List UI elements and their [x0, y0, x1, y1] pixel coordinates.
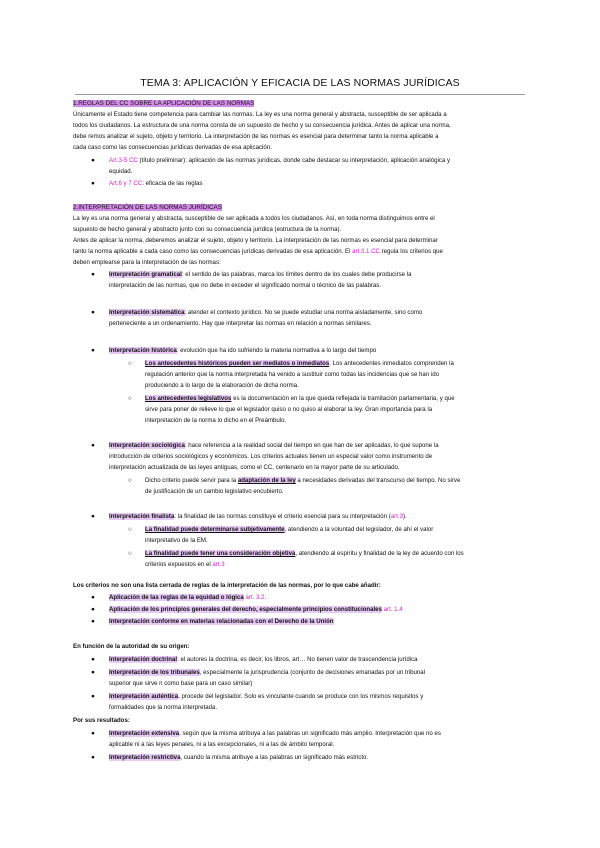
- sub-item-cont: criterios expuestos en el art.3: [145, 561, 225, 568]
- sub-item-cont: de justificación de un cambio legislativo encubierto.: [145, 488, 284, 495]
- criterio-item: Aplicación de las reglas de la equidad o lógica art. 3.2.: [109, 594, 267, 601]
- section-2-line: supuesto de hecho general y abstracto junto con su consecuencia jurídica (estructura de la norma).: [73, 226, 342, 233]
- bullet-icon: ●: [91, 157, 95, 164]
- item-historica: Interpretación histórica: evolución que ha ido sufriendo la materia normativa a lo largo del tiempo: [109, 347, 377, 354]
- bullet-icon: ●: [91, 754, 95, 761]
- sub-item: Los antecedentes legislativos es la documentación en la que queda reflejada la tramitación parlamentaria, y que: [145, 395, 455, 402]
- section-1-line: debe remos analizar el sujeto, objeto y territorio. La interpretación de las normas es esencial para determinar tanto la norma aplicable a: [73, 133, 439, 140]
- item-sociologica: Interpretación sociológica: hace referencia a la realidad social del tiempo en que han de ser aplicadas, lo que supone la: [109, 442, 439, 449]
- sub-bullet-icon: ○: [128, 526, 132, 533]
- item-gramatical-cont: interpretación de las normas, que no debe in exceder el significado normal o técnico de las palabras.: [109, 282, 382, 289]
- bullet-icon: ●: [91, 347, 95, 354]
- item-gramatical: Interpretación gramatical: el sentido de las palabras, marca los límites dentro de los cuales debe producirse la: [109, 271, 412, 278]
- item-sistematica: Interpretación sistemática: atender el contexto jurídico. No se puede estudiar una norma aisladamente, sino como: [109, 309, 423, 316]
- bullet-icon: ●: [91, 594, 95, 601]
- section-2-line: Antes de aplicar la norma, deberemos analizar el sujeto, objeto y territorio. La interpretación de las normas es esencial para determinar: [73, 237, 438, 244]
- bullet-icon: ●: [91, 309, 95, 316]
- sub-item-cont: produciendo a lo largo de la elaboración de dicha norma.: [145, 382, 299, 389]
- item-sistematica-cont: perteneciente a un ordenamiento. Hay que interpretar las normas en relación a normas similares.: [109, 320, 372, 327]
- criterios-heading: Los criterios no son una lista cerrada de reglas de la interpretación de las normas, por lo que cabe añadir:: [73, 582, 381, 589]
- resultados-item: Interpretación restrictiva, cuando la misma atribuye a las palabras un significado más estricto.: [109, 754, 369, 761]
- autoridad-item: Interpretación de los tribunales, especialmente la jurisprudencia (conjunto de decisiones emanadas por un tribunal: [109, 669, 426, 676]
- section-2-heading: 2.INTERPRETACIÓN DE LAS NORMAS JURÍDICAS: [73, 204, 222, 211]
- section-2-line: La ley es una norma general y abstracta, susceptible de ser aplicada a todos los ciudadanos. Así, en toda norma distinguimos entre el: [73, 215, 435, 222]
- list-item: Art.6 y 7 CC: eficacia de las reglas: [109, 180, 203, 187]
- bullet-icon: ●: [91, 669, 95, 676]
- section-1-line: cada caso como las consecuencias jurídicas derivadas de esa aplicación.: [73, 144, 272, 151]
- sub-bullet-icon: ○: [128, 477, 132, 484]
- sub-bullet-icon: ○: [128, 550, 132, 557]
- item-sociologica-cont: introducción de criterios sociológicos y económicos. Los criterios actuales tienen un especial valor como instrumento de: [109, 453, 433, 460]
- section-2-line: tanto la norma aplicable a cada caso como las consecuencias jurídicas derivadas de esa aplicación. El art.3.1.CC regula los criterios que: [73, 248, 443, 255]
- sub-item: La finalidad puede determinarse subjetivamente, atendiendo a la voluntad del legislador, de ahí el valor: [145, 526, 434, 533]
- section-1-line: Únicamente el Estado tiene competencia para cambiar las normas. La ley es una norma general y abstracta, susceptible de ser aplicada a: [73, 111, 447, 118]
- section-2-line: deben emplearse para la interpretación de las normas:: [73, 259, 221, 266]
- autoridad-heading: En función de la autoridad de su origen:: [73, 643, 190, 650]
- item-sociologica-cont: interpretación actualizada de las leyes antiguas, como el CC, centenario en la mayor parte de su articulado.: [109, 464, 400, 471]
- sub-item-cont: sirve para poner de relieve lo que el legislador quiso o no quiso al elaborar la ley. Gran importancia para la: [145, 406, 433, 413]
- document-title: TEMA 3: APLICACIÓN Y EFICACIA DE LAS NORMAS JURÍDICAS: [140, 77, 460, 89]
- autoridad-item: Interpretación auténtica, procede del legislador. Solo es vinculante cuando se produce con los mismos requisitos y: [109, 693, 424, 700]
- sub-item-cont: regulación anterior que la norma interpretada ha venido a sustituir como todas las incidencias que se han ido: [145, 371, 440, 378]
- bullet-icon: ●: [91, 271, 95, 278]
- bullet-icon: ●: [91, 513, 95, 520]
- section-1-heading: 1.REGLAS DEL CC SOBRE LA APLICACIÓN DE LAS NORMAS: [73, 100, 255, 107]
- sub-item: Los antecedentes históricos pueden ser mediatos o inmediatos. Los antecedentes inmediatos comprenden la: [145, 360, 454, 367]
- bullet-icon: ●: [91, 693, 95, 700]
- bullet-icon: ●: [91, 442, 95, 449]
- bullet-icon: ●: [91, 180, 95, 187]
- bullet-icon: ●: [91, 730, 95, 737]
- section-1-line: todos los ciudadanos. La estructura de una norma consta de un supuesto de hecho y su consecuencia jurídica. Antes de aplicar una norma,: [73, 122, 451, 129]
- list-item-cont: equidad.: [109, 168, 133, 175]
- autoridad-item: Interpretación doctrinal: el autores la doctrina, es decir, los libros, art… No tienen valor de trascendencia jurídica: [109, 656, 418, 663]
- sub-bullet-icon: ○: [128, 395, 132, 402]
- bullet-icon: ●: [91, 656, 95, 663]
- sub-item: Dicho criterio puede servir para la adaptación de la ley a necesidades derivadas del transcurso del tiempo. No sirve: [145, 477, 461, 484]
- autoridad-item-cont: formalidades que la norma interpretada.: [109, 704, 218, 711]
- bullet-icon: ●: [91, 606, 95, 613]
- resultados-item: Interpretación extensiva, según que la misma atribuya a las palabras un significado más amplio. Interpretación que no es: [109, 730, 441, 737]
- resultados-item-cont: aplicable ni a las leyes penales, ni a las excepcionales, ni a las de ámbito temporal.: [109, 741, 335, 748]
- criterio-item: Aplicación de los principios generales del derecho, especialmente principios constitucionales art. 1.4: [109, 606, 403, 613]
- list-item: Art.3-5 CC (título preliminar): aplicación de las normas jurídicas, donde cabe destacar su interpretación, aplicación analógica y: [109, 157, 451, 164]
- sub-item-cont: interpretativo de la EM.: [145, 537, 208, 544]
- sub-item: La finalidad puede tener una consideración objetiva, atendiendo al espíritu y finalidad de la ley de acuerdo con los: [145, 550, 464, 557]
- criterio-item: Interpretación conforme en materias relacionadas con el Derecho de la Unión: [109, 618, 334, 625]
- sub-bullet-icon: ○: [128, 360, 132, 367]
- item-finalista: Interpretación finalista: la finalidad de las normas constituye el criterio esencial para su interpretación (art.3).: [109, 513, 407, 520]
- title-rule: [75, 94, 525, 95]
- sub-item-cont: interpretación de la norma lo dicho en el Preámbulo.: [145, 417, 287, 424]
- autoridad-item-cont: superior que sirve n como base para un caso similar): [109, 680, 253, 687]
- bullet-icon: ●: [91, 618, 95, 625]
- resultados-heading: Por sus resultados:: [73, 717, 130, 724]
